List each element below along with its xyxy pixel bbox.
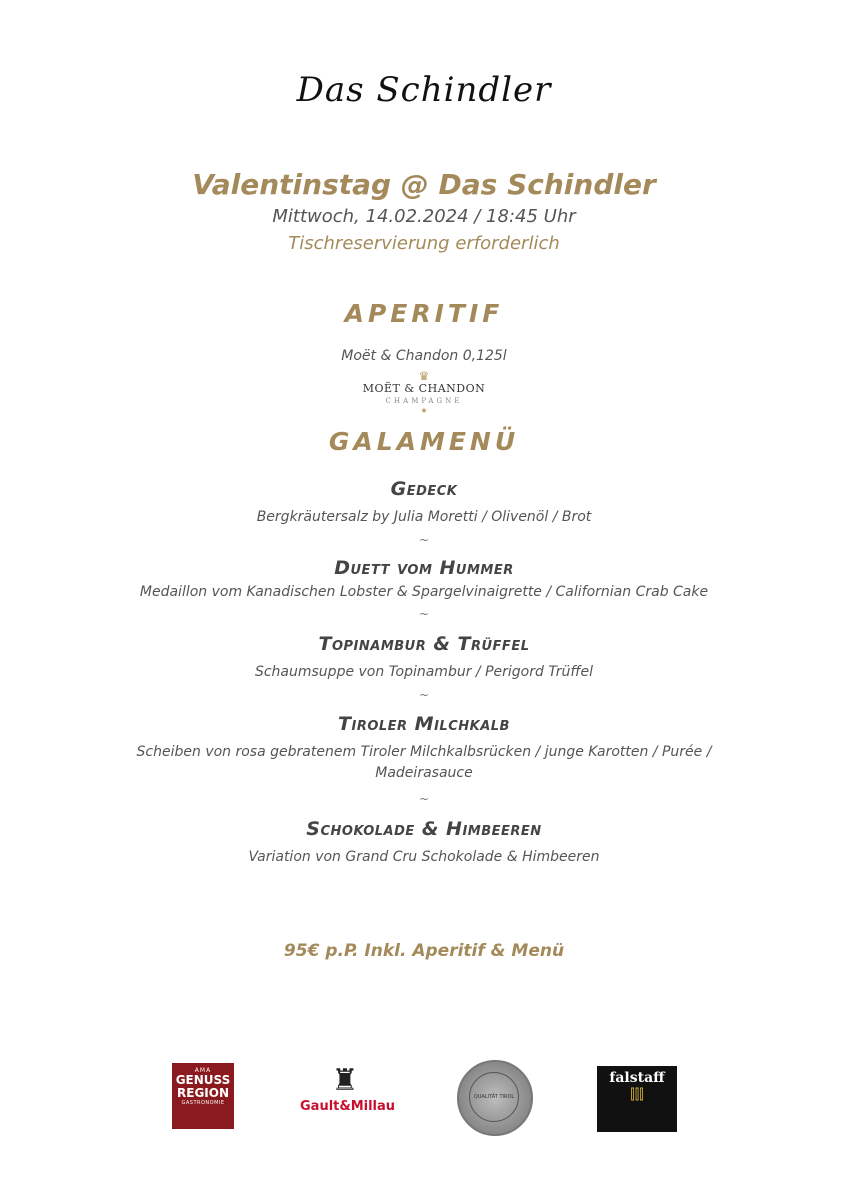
course-name: Tiroler Milchkalb [338, 713, 510, 735]
ama-line2: REGION [177, 1086, 229, 1100]
aperitif-item: Moët & Chandon 0,125l [341, 348, 507, 364]
ama-genussregion-badge [172, 1063, 234, 1129]
gault-millau-badge [300, 1063, 396, 1133]
falstaff-badge [597, 1066, 677, 1132]
course-desc: Scheiben von rosa gebratenem Tiroler Milchkalbsrücken / junge Karotten / Purée / [136, 744, 712, 760]
aperitif-heading: APERITIF [344, 299, 504, 328]
ama-bottom: GASTRONOMIE [181, 1100, 225, 1106]
course-desc: Schaumsuppe von Topinambur / Perigord Trüffel [254, 664, 594, 680]
gault-millau-text: Gault&Millau [300, 1099, 396, 1114]
price-line: 95€ p.P. Inkl. Aperitif & Menü [283, 941, 565, 961]
course-desc: Variation von Grand Cru Schokolade & Himbeeren [248, 849, 600, 865]
course-desc-cont: Madeirasauce [375, 765, 473, 781]
course-name: Gedeck [390, 478, 458, 500]
chef-hat-icon: ♜ [331, 1063, 359, 1098]
tirol-eagle-icon [469, 1072, 519, 1122]
course-name: Topinambur & Trüffel [318, 633, 530, 655]
tirol-seal-text: QUALITÄT TIROL [473, 1094, 515, 1100]
qualitaet-tirol-seal [457, 1060, 533, 1136]
course-separator: ~ [418, 688, 430, 702]
moet-logo-sub: CHAMPAGNE [385, 397, 463, 405]
star-icon: ★ [420, 406, 428, 415]
moet-chandon-logo [362, 370, 486, 416]
course-desc: Medaillon vom Kanadischen Lobster & Spargelvinaigrette / Californian Crab Cake [139, 584, 709, 600]
course-separator: ~ [418, 792, 430, 806]
course-separator: ~ [418, 607, 430, 621]
falstaff-text: falstaff [609, 1070, 665, 1086]
course-name: Duett vom Hummer [334, 557, 514, 579]
restaurant-logo: Das Schindler [296, 70, 552, 110]
event-date: Mittwoch, 14.02.2024 / 18:45 Uhr [272, 206, 576, 227]
reservation-note: Tischreservierung erforderlich [288, 233, 560, 254]
course-separator: ~ [418, 533, 430, 547]
forks-icon: ⫿⫿⫿ [630, 1087, 644, 1103]
event-title: Valentinstag @ Das Schindler [192, 168, 656, 201]
ama-line1: GENUSS [175, 1073, 231, 1087]
ama-top: AMA [194, 1067, 212, 1074]
crown-icon: ♛ [418, 369, 430, 383]
course-desc: Bergkräutersalz by Julia Moretti / Olivenöl / Brot [256, 509, 592, 525]
course-name: Schokolade & Himbeeren [306, 818, 542, 840]
moet-logo-name: MOËT & CHANDON [362, 382, 486, 395]
galamenu-heading: GALAMENÜ [328, 427, 520, 456]
